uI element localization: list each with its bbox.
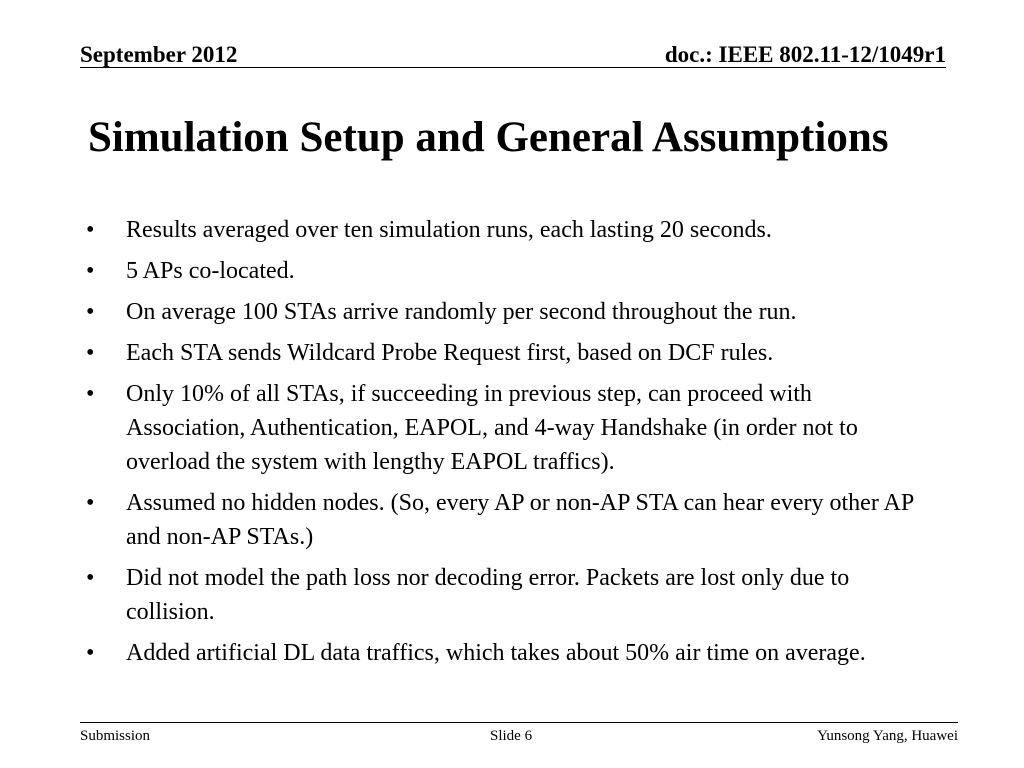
bullet-item-3 <box>0 295 926 329</box>
header-date: September 2012 <box>80 42 238 67</box>
footer-divider <box>80 722 958 723</box>
footer-slide-number: Slide 6 <box>490 728 533 744</box>
header-divider <box>80 67 946 68</box>
bullet-item-6 <box>0 486 926 554</box>
bullet-text: Results averaged over ten simulation runs, each lasting 20 seconds. <box>126 217 772 243</box>
footer-author: Yunsong Yang, Huawei <box>817 728 958 744</box>
bullet-dot-icon: • <box>86 217 95 243</box>
bullet-dot-icon: • <box>86 565 95 591</box>
bullet-dot-icon: • <box>86 381 95 407</box>
bullet-dot-icon: • <box>86 299 95 325</box>
footer-submission: Submission <box>80 728 151 744</box>
bullet-item-7 <box>0 561 926 629</box>
bullet-text: Did not model the path loss nor decoding error. Packets are lost only due to collision. <box>126 565 850 625</box>
bullet-text: Each STA sends Wildcard Probe Request first, based on DCF rules. <box>126 340 774 366</box>
bullet-dot-icon: • <box>86 640 95 666</box>
bullet-dot-icon: • <box>86 340 95 366</box>
bullet-text: 5 APs co-located. <box>126 258 295 284</box>
bullet-list <box>0 213 1024 677</box>
bullet-item-8 <box>0 636 926 670</box>
bullet-text: Assumed no hidden nodes. (So, every AP or non-AP STA can hear every other AP and non-AP STAs.) <box>126 490 914 550</box>
bullet-text: Only 10% of all STAs, if succeeding in previous step, can proceed with Association, Authentication, EAPOL, and 4-way Handshake (in order not to overload the system with lengthy EAPOL traffics). <box>126 381 858 475</box>
bullet-item-2 <box>0 254 926 288</box>
slide-footer <box>80 728 958 748</box>
bullet-item-5 <box>0 377 926 479</box>
slide-title: Simulation Setup and General Assumptions <box>88 114 889 161</box>
bullet-text: On average 100 STAs arrive randomly per second throughout the run. <box>126 299 797 325</box>
header-doc-id: doc.: IEEE 802.11-12/1049r1 <box>664 42 946 67</box>
bullet-item-1 <box>0 213 926 247</box>
bullet-dot-icon: • <box>86 490 95 516</box>
bullet-text: Added artificial DL data traffics, which takes about 50% air time on average. <box>126 640 866 666</box>
bullet-dot-icon: • <box>86 258 95 284</box>
slide-header <box>80 38 946 68</box>
bullet-item-4 <box>0 336 926 370</box>
